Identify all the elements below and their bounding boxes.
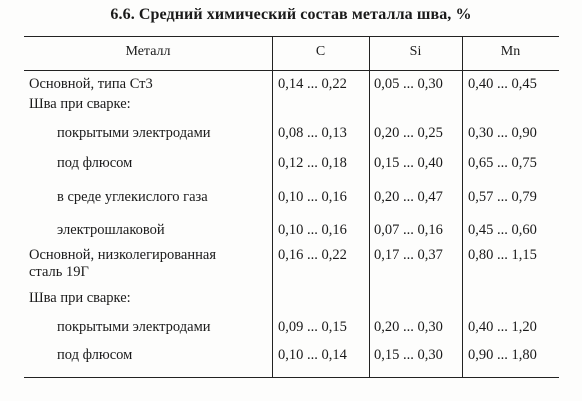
cell-c: 0,09 ... 0,15 [278, 319, 347, 335]
cell-mn: 0,40 ... 0,45 [468, 76, 537, 92]
cell-c: 0,08 ... 0,13 [278, 125, 347, 141]
cell-si: 0,15 ... 0,40 [374, 155, 443, 171]
cell-si: 0,17 ... 0,37 [374, 247, 443, 263]
cell-mn: 0,80 ... 1,15 [468, 247, 537, 263]
cell-mn: 0,30 ... 0,90 [468, 125, 537, 141]
cell-mn: 0,65 ... 0,75 [468, 155, 537, 171]
column-divider-1 [272, 36, 273, 378]
header-metal: Металл [125, 44, 171, 59]
cell-c: 0,10 ... 0,14 [278, 347, 347, 363]
cell-c: 0,16 ... 0,22 [278, 247, 347, 263]
row-name: под флюсом [57, 347, 133, 363]
row-name: Шва при сварке: [29, 96, 131, 112]
cell-c: 0,10 ... 0,16 [278, 222, 347, 238]
table-top-rule [24, 36, 559, 37]
row-name: покрытыми электродами [57, 319, 211, 335]
cell-mn: 0,45 ... 0,60 [468, 222, 537, 238]
table-bottom-rule [24, 377, 559, 378]
row-name: Шва при сварке: [29, 290, 131, 306]
cell-si: 0,20 ... 0,25 [374, 125, 443, 141]
row-name: под флюсом [57, 155, 133, 171]
row-name-continuation: сталь 19Г [29, 264, 89, 280]
cell-c: 0,10 ... 0,16 [278, 189, 347, 205]
header-c: C [315, 44, 326, 59]
cell-c: 0,12 ... 0,18 [278, 155, 347, 171]
cell-mn: 0,90 ... 1,80 [468, 347, 537, 363]
cell-c: 0,14 ... 0,22 [278, 76, 347, 92]
composition-table [24, 36, 559, 378]
table-title: 6.6. Средний химический состав металла шва, % [110, 6, 472, 23]
column-divider-2 [369, 36, 370, 378]
cell-mn: 0,57 ... 0,79 [468, 189, 537, 205]
column-divider-3 [462, 36, 463, 378]
header-bottom-rule [24, 70, 559, 71]
header-si: Si [409, 44, 422, 59]
header-mn: Mn [500, 44, 521, 59]
cell-mn: 0,40 ... 1,20 [468, 319, 537, 335]
cell-si: 0,15 ... 0,30 [374, 347, 443, 363]
row-name: в среде углекислого газа [57, 189, 208, 205]
cell-si: 0,20 ... 0,30 [374, 319, 443, 335]
row-name: Основной, типа Ст3 [29, 76, 153, 92]
row-name: покрытыми электродами [57, 125, 211, 141]
cell-si: 0,07 ... 0,16 [374, 222, 443, 238]
row-name: электрошлаковой [57, 222, 165, 238]
cell-si: 0,05 ... 0,30 [374, 76, 443, 92]
cell-si: 0,20 ... 0,47 [374, 189, 443, 205]
row-name: Основной, низколегированная [29, 247, 216, 263]
